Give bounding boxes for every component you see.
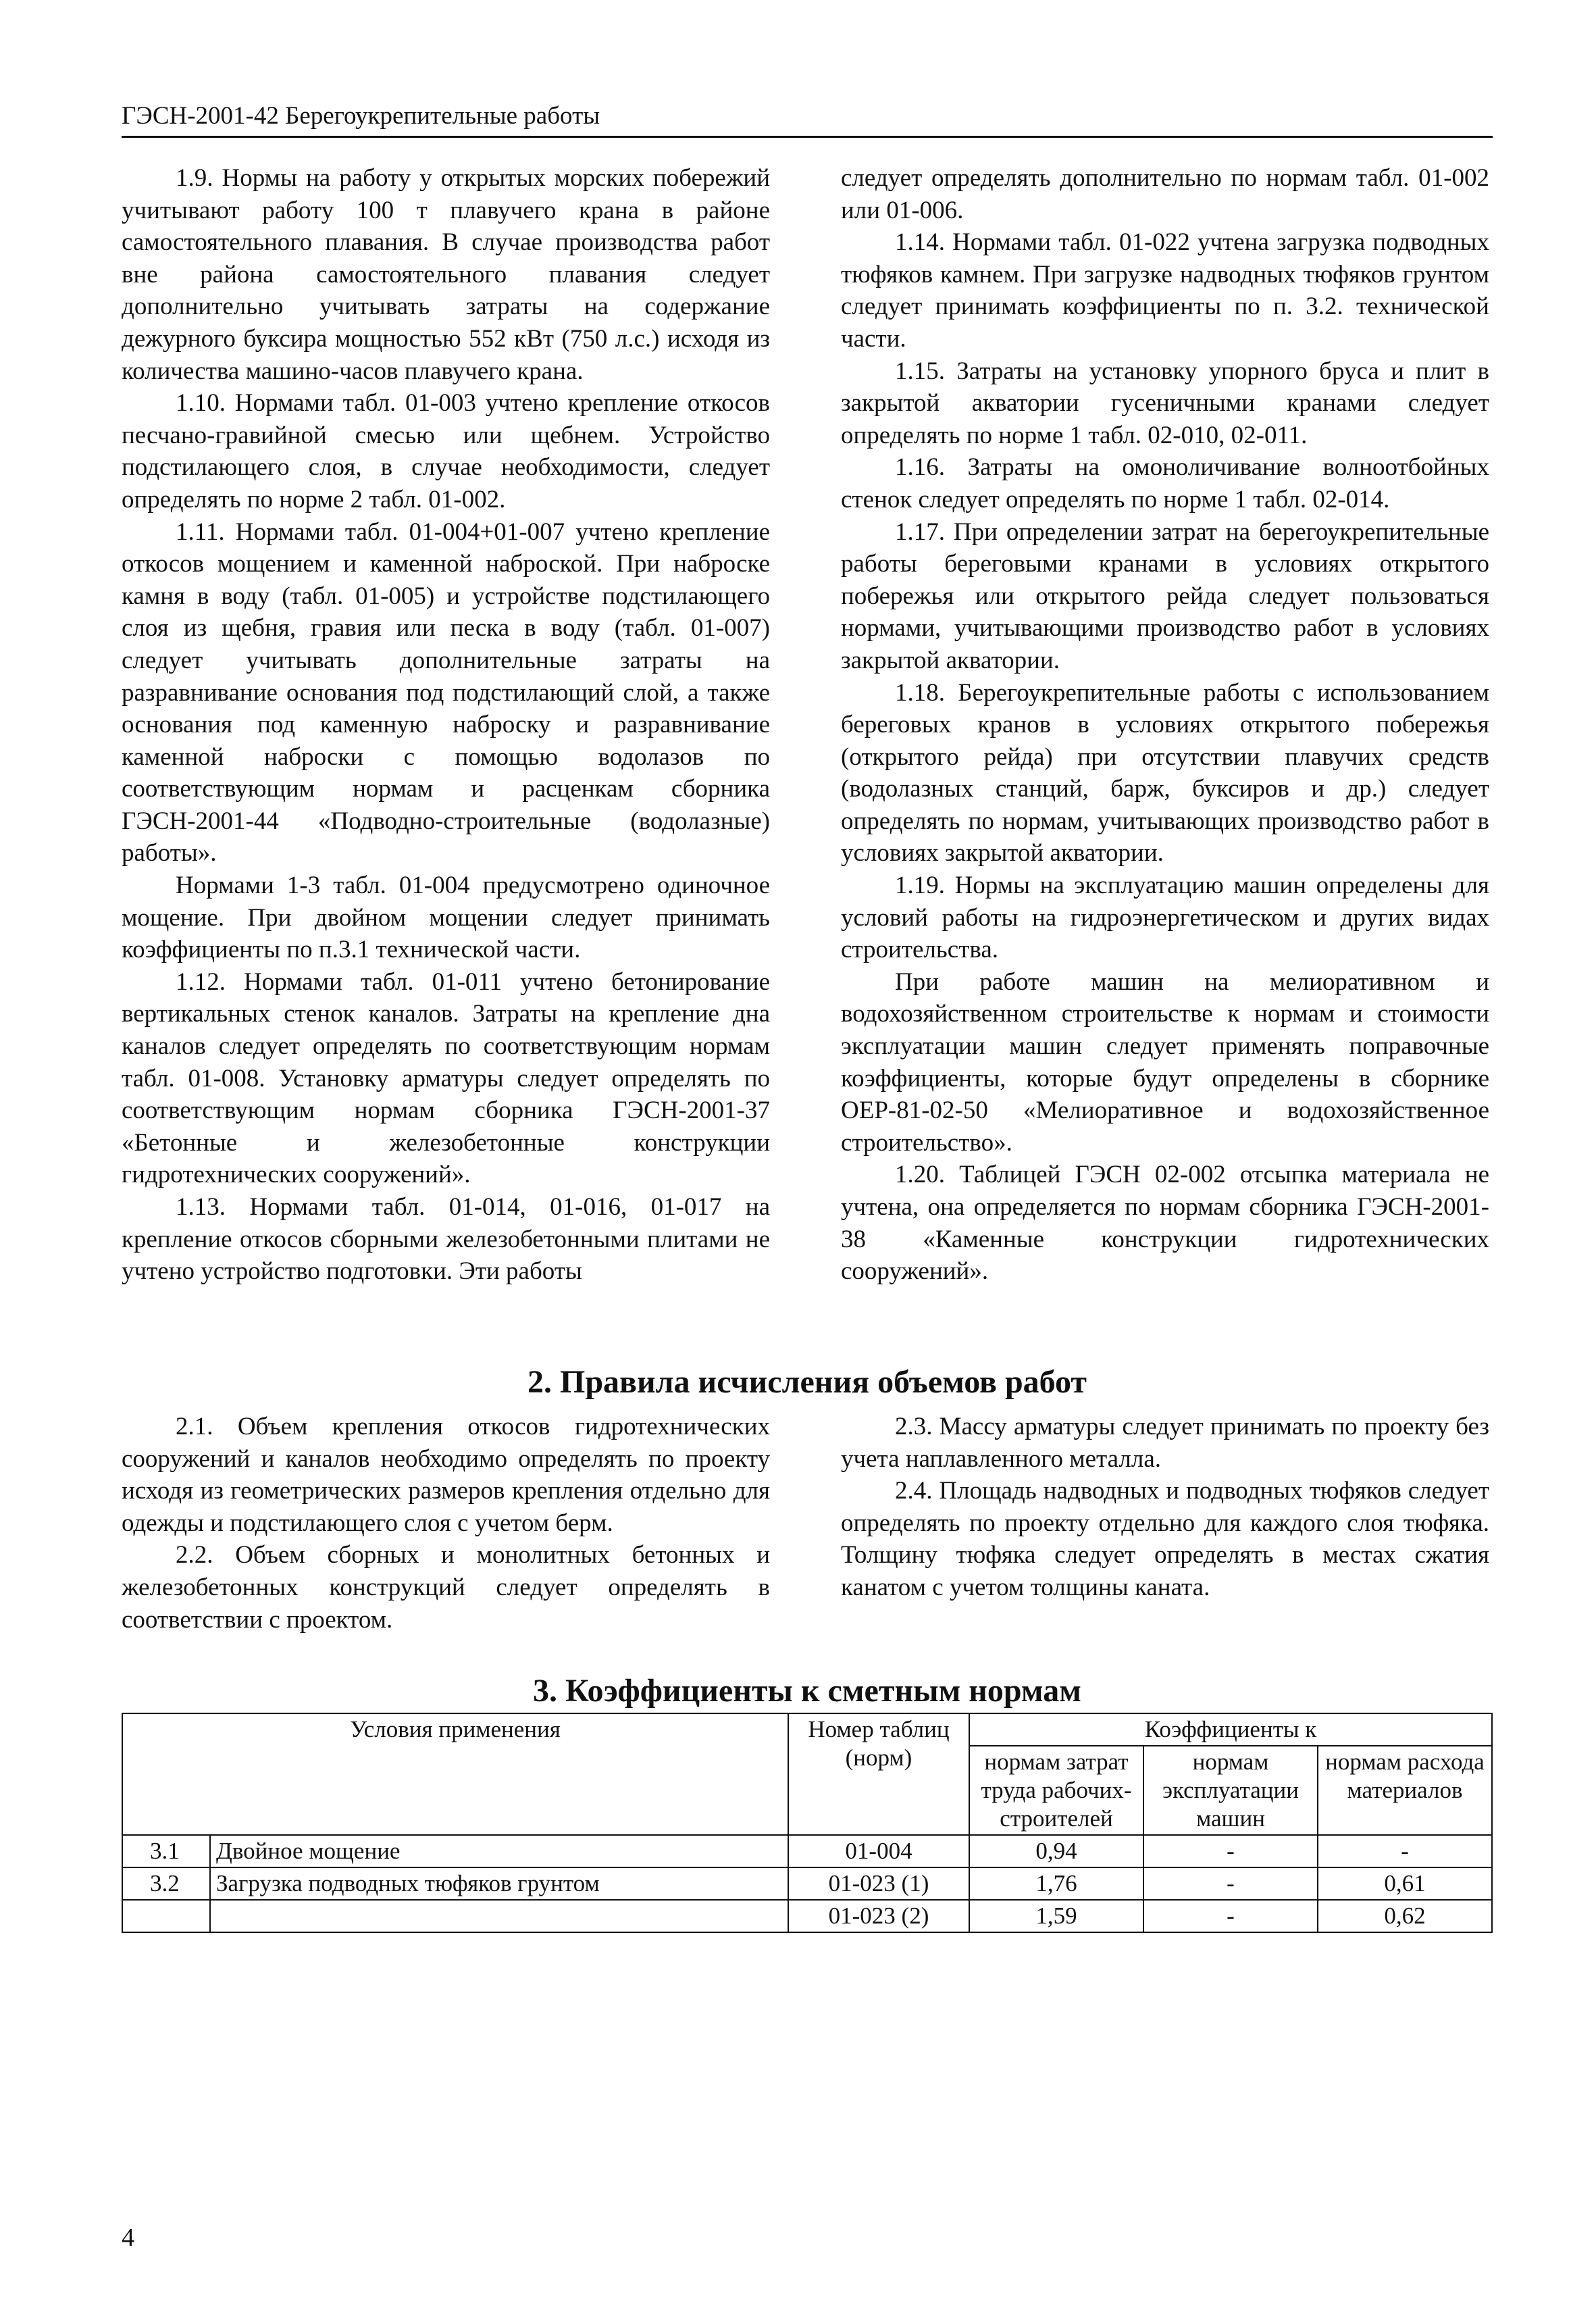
paragraph-2-4: 2.4. Площадь надводных и подводных тюфяков следует определять по проекту отдельно для каждого слоя тюфяка. Толщину тюфяка следует определять в местах сжатия канатом с учетом толщины каната. xyxy=(841,1477,1489,1601)
table-row xyxy=(122,1867,1492,1900)
header-coefficients: Коэффициенты к xyxy=(969,1713,1492,1746)
paragraph-1-11: 1.11. Нормами табл. 01-004+01-007 учтено крепление откосов мощением и каменной наброской. При наброске камня в воду (табл. 01-005) и устройстве подстилающего слоя из щебня, гравия или песка в воду (табл. 01-007) следует учитывать дополнительные затраты на разравнивание основания под подстилающий слой, а также основания под каменную наброску и разравнивание каменной наброски с помощью водолазов по соответствующим нормам и расценкам сборника ГЭСН-2001-44 «Подводно-строительные (водолазные) работы». xyxy=(122,518,770,867)
row-number: 3.2 xyxy=(122,1867,210,1900)
paragraph-1-16: 1.16. Затраты на омоноличивание волноотбойных стенок следует определять по норме 1 табл. 02-014. xyxy=(841,453,1489,513)
section1-right-column xyxy=(841,162,1489,1288)
paragraph-1-14: 1.14. Нормами табл. 01-022 учтена загрузка подводных тюфяков камнем. При загрузке надводных тюфяков грунтом следует принимать коэффициенты по п. 3.2. технической части. xyxy=(841,228,1489,353)
row-machines: - xyxy=(1143,1867,1318,1900)
row-machines: - xyxy=(1143,1900,1318,1932)
section3-title: 3. Коэффициенты к сметным нормам xyxy=(533,1673,1081,1709)
row-condition xyxy=(210,1900,788,1932)
row-condition: Двойное мощение xyxy=(210,1835,788,1867)
paragraph-2-3: 2.3. Массу арматуры следует принимать по проекту без учета наплавленного металла. xyxy=(841,1413,1489,1473)
section2-title: 2. Правила исчисления объемов работ xyxy=(527,1364,1087,1400)
paragraph-1-13-cont: следует определять дополнительно по нормам табл. 01-002 или 01-006. xyxy=(841,164,1489,224)
row-materials: 0,62 xyxy=(1318,1900,1492,1932)
row-table-no: 01-004 xyxy=(788,1835,969,1867)
section2-right-column xyxy=(841,1411,1489,1604)
row-materials: - xyxy=(1318,1835,1492,1867)
row-condition: Загрузка подводных тюфяков грунтом xyxy=(210,1867,788,1900)
paragraph-2-1: 2.1. Объем крепления откосов гидротехнических сооружений и каналов необходимо определять по проекту исходя из геометрических размеров крепления отдельно для одежды и подстилающего слоя с учетом берм. xyxy=(122,1413,770,1537)
row-labor: 1,59 xyxy=(969,1900,1143,1932)
paragraph-1-15: 1.15. Затраты на установку упорного бруса и плит в закрытой акватории гусеничными кранами следует определять по норме 1 табл. 02-010, 02-011. xyxy=(841,357,1489,449)
row-table-no: 01-023 (2) xyxy=(788,1900,969,1932)
page-number: 4 xyxy=(122,2223,134,2252)
row-materials: 0,61 xyxy=(1318,1867,1492,1900)
paragraph-1-17: 1.17. При определении затрат на берегоукрепительные работы береговыми кранами в условиях открытого побережья или открытого рейда следует пользоваться нормами, учитывающими производство работ в условиях закрытой акватории. xyxy=(841,518,1489,674)
paragraph-1-12: 1.12. Нормами табл. 01-011 учтено бетонирование вертикальных стенок каналов. Затраты на крепление дна каналов следует определять по соответствующим нормам табл. 01-008. Установку арматуры следует определять по соответствующим нормам сборника ГЭСН-2001-37 «Бетонные и железобетонные конструкции гидротехнических сооружений». xyxy=(122,967,770,1189)
table-row xyxy=(122,1835,1492,1867)
paragraph-1-19-cont: При работе машин на мелиоративном и водохозяйственном строительстве к нормам и стоимости эксплуатации машин следует применять поправочные коэффициенты, которые будут определены в сборнике ОЕР-81-02-50 «Мелиоративное и водохозяйственное строительство». xyxy=(841,967,1489,1157)
paragraph-1-19: 1.19. Нормы на эксплуатацию машин определены для условий работы на гидроэнергетическом и других видах строительства. xyxy=(841,872,1489,964)
paragraph-1-13: 1.13. Нормами табл. 01-014, 01-016, 01-017 на крепление откосов сборными железобетонными плитами не учтено устройство подготовки. Эти работы xyxy=(122,1193,770,1286)
paragraph-1-10: 1.10. Нормами табл. 01-003 учтено крепление откосов песчано-гравийной смесью или щебнем. Устройство подстилающего слоя, в случае необходимости, следует определять по норме 2 табл. 01-002. xyxy=(122,389,770,513)
row-machines: - xyxy=(1143,1835,1318,1867)
paragraph-1-18: 1.18. Берегоукрепительные работы с использованием береговых кранов в условиях открытого побережья (открытого рейда) при отсутствии плавучих средств (водолазных станций, барж, буксиров и др.) следует определять по нормам, учитывающих производство работ в условиях закрытой акватории. xyxy=(841,678,1489,867)
row-table-no: 01-023 (1) xyxy=(788,1867,969,1900)
section1-left-column xyxy=(122,162,770,1288)
header-table-no: Номер таблиц (норм) xyxy=(788,1713,969,1835)
table-row xyxy=(122,1900,1492,1932)
paragraph-1-9: 1.9. Нормы на работу у открытых морских побережий учитывают работу 100 т плавучего крана в районе самостоятельного плавания. В случае производства работ вне района самостоятельного плавания следует дополнительно учитывать затраты на содержание дежурного буксира мощностью 552 кВт (750 л.с.) исходя из количества машино-часов плавучего крана. xyxy=(122,164,770,385)
paragraph-1-11-cont: Нормами 1-3 табл. 01-004 предусмотрено одиночное мощение. При двойном мощении следует принимать коэффициенты по п.3.1 технической части. xyxy=(122,872,770,964)
paragraph-2-2: 2.2. Объем сборных и монолитных бетонных и железобетонных конструкций следует определять в соответствии с проектом. xyxy=(122,1541,770,1634)
row-number xyxy=(122,1900,210,1932)
running-header: ГЭСН-2001-42 Берегоукрепительные работы xyxy=(122,101,1493,138)
row-number: 3.1 xyxy=(122,1835,210,1867)
row-labor: 0,94 xyxy=(969,1835,1143,1867)
header-materials: нормам расхода материалов xyxy=(1318,1746,1492,1835)
header-machines: нормам эксплуатации машин xyxy=(1143,1746,1318,1835)
header-conditions: Условия применения xyxy=(122,1713,788,1835)
coefficients-table xyxy=(122,1713,1493,1933)
section2-left-column xyxy=(122,1411,770,1636)
header-labor: нормам затрат труда рабочих-строителей xyxy=(969,1746,1143,1835)
paragraph-1-20: 1.20. Таблицей ГЭСН 02-002 отсыпка материала не учтена, она определяется по нормам сборника ГЭСН-2001-38 «Каменные конструкции гидротехнических сооружений». xyxy=(841,1161,1489,1286)
row-labor: 1,76 xyxy=(969,1867,1143,1900)
